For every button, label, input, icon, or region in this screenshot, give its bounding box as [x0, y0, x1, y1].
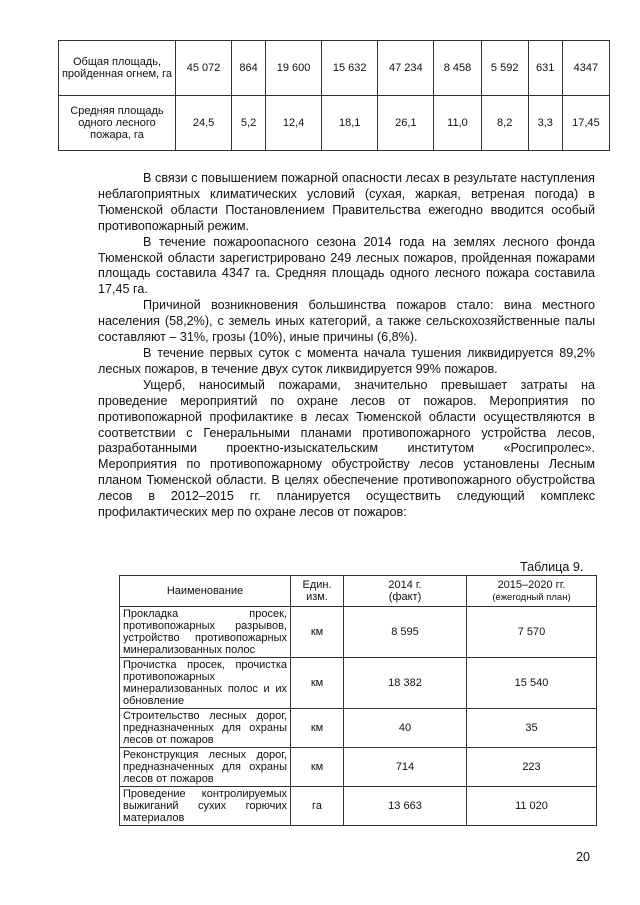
row-fact: 40 — [344, 709, 467, 748]
row-unit: км — [291, 658, 344, 709]
row-name: Реконструкция лесных дорог, предназначенных для охраны лесов от пожаров — [120, 748, 291, 787]
paragraph: Ущерб, наносимый пожарами, значительно превышает затраты на проведение мероприятий по охране лесов от пожаров. Мероприятия по противопожарной профилактике в лесах Тюменской области осуществляются в соответствии с Генеральными планами противопожарного устройства лесов, разработанными проектно-изыскательским институтом «Росгипролес». Мероприятия по противопожарному обустройству лесов установлены Лесным планом Тюменской области. В целях обеспечение противопожарного обустройства лесов в 2012–2015 гг. планируется осуществить следующий комплекс профилактических мер по охране лесов от пожаров: — [98, 377, 595, 520]
row-unit: км — [291, 748, 344, 787]
row-plan: 15 540 — [467, 658, 597, 709]
row-unit: км — [291, 709, 344, 748]
table-cell: 3,3 — [528, 96, 562, 151]
row-label: Средняя площадь одного лесного пожара, га — [59, 96, 176, 151]
row-plan: 35 — [467, 709, 597, 748]
row-name: Прочистка просек, прочистка противопожарных минерализованных полос и их обновление — [120, 658, 291, 709]
row-plan: 11 020 — [467, 787, 597, 826]
paragraph: В течение первых суток с момента начала тушения ликвидируется 89,2% лесных пожаров, в течение двух суток ликвидируется 99% пожаров. — [98, 345, 595, 376]
row-fact: 8 595 — [344, 607, 467, 658]
row-unit: км — [291, 607, 344, 658]
table-cell: 864 — [232, 41, 266, 96]
row-plan: 223 — [467, 748, 597, 787]
header-fact-line1: 2014 г. — [388, 579, 422, 591]
header-plan-line2: (ежегодный план) — [492, 591, 571, 603]
table-row — [120, 787, 597, 826]
table-cell: 8 458 — [434, 41, 481, 96]
fire-prevention-table — [119, 575, 597, 826]
table-cell: 47 234 — [378, 41, 434, 96]
header-name: Наименование — [120, 576, 291, 607]
header-unit-line2: изм. — [306, 591, 328, 603]
header-fact — [344, 576, 467, 607]
body-text — [98, 171, 595, 521]
row-name: Проведение контролируемых выжиганий сухих горючих материалов — [120, 787, 291, 826]
table-row — [120, 709, 597, 748]
table-caption: Таблица 9. — [520, 560, 584, 574]
row-fact: 13 663 — [344, 787, 467, 826]
paragraph: В связи с повышением пожарной опасности лесах в результате наступления неблагоприятных климатических условий (сухая, жаркая, ветреная погода) в Тюменской области Постановлением Правительства ежегодно вводится особый противопожарный режим. — [98, 171, 595, 233]
table-cell: 8,2 — [481, 96, 528, 151]
table-cell: 19 600 — [266, 41, 322, 96]
header-unit-line1: Един. — [302, 579, 332, 591]
table-row — [59, 41, 610, 96]
table-cell: 15 632 — [322, 41, 378, 96]
row-unit: га — [291, 787, 344, 826]
row-name: Строительство лесных дорог, предназначенных для охраны лесов от пожаров — [120, 709, 291, 748]
table-cell: 11,0 — [434, 96, 481, 151]
table-cell: 18,1 — [322, 96, 378, 151]
table-row — [120, 658, 597, 709]
table-row — [120, 748, 597, 787]
row-plan: 7 570 — [467, 607, 597, 658]
page-number: 20 — [576, 850, 591, 864]
table-header-row — [120, 576, 597, 607]
table-cell: 5,2 — [232, 96, 266, 151]
header-unit — [291, 576, 344, 607]
paragraph: В течение пожароопасного сезона 2014 года на землях лесного фонда Тюменской области зарегистрировано 249 лесных пожаров, пройденная пожарами площадь составила 4347 га. Средняя площадь одного лесного пожара составила 17,45 га. — [98, 234, 595, 297]
table-cell: 26,1 — [378, 96, 434, 151]
header-plan-line1: 2015–2020 гг. — [497, 578, 566, 591]
row-name: Прокладка просек, противопожарных разрывов, устройство противопожарных минерализованных полос — [120, 607, 291, 658]
row-label: Общая площадь, пройденная огнем, га — [59, 41, 176, 96]
header-fact-line2: (факт) — [388, 591, 422, 603]
row-fact: 714 — [344, 748, 467, 787]
header-plan — [467, 576, 597, 607]
table-cell: 45 072 — [176, 41, 232, 96]
table-cell: 24,5 — [176, 96, 232, 151]
table-cell: 12,4 — [266, 96, 322, 151]
fire-area-table — [58, 40, 610, 151]
table-cell: 4347 — [562, 41, 609, 96]
paragraph: Причиной возникновения большинства пожаров стало: вина местного населения (58,2%), с земель иных категорий, а также сельскохозяйственные палы составляют – 31%, грозы (10%), иные причины (6,8%). — [98, 298, 595, 345]
table-row — [59, 96, 610, 151]
table-cell: 631 — [528, 41, 562, 96]
row-fact: 18 382 — [344, 658, 467, 709]
table-row — [120, 607, 597, 658]
table-cell: 17,45 — [562, 96, 609, 151]
table-cell: 5 592 — [481, 41, 528, 96]
